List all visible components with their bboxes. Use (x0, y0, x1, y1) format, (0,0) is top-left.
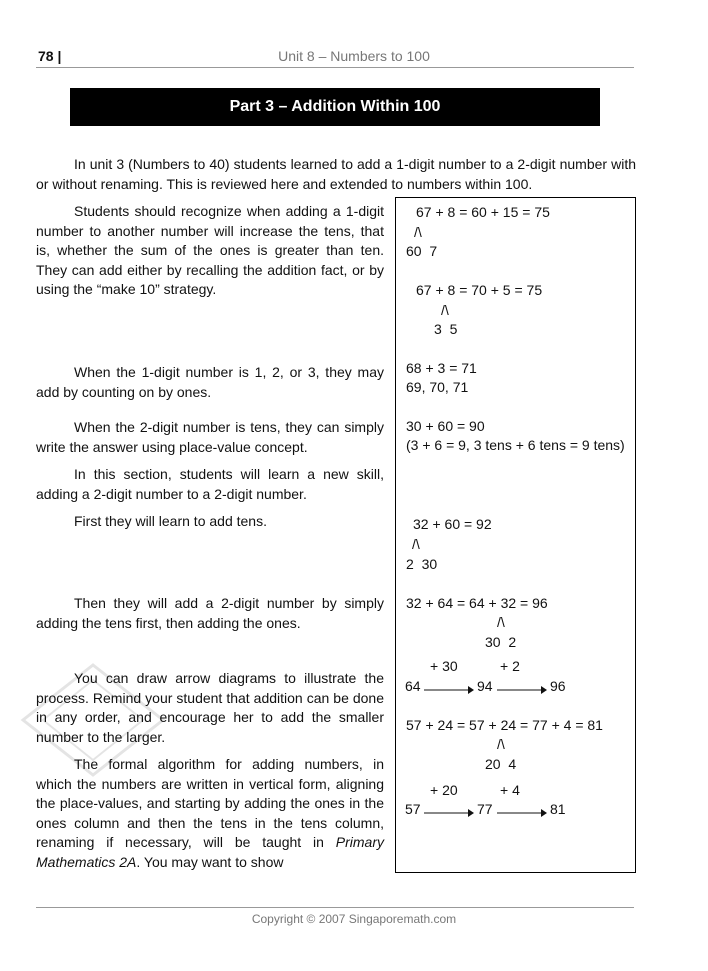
section-title: Part 3 – Addition Within 100 (229, 98, 441, 115)
example-3-equation: 68 + 3 = 71 (406, 360, 477, 376)
example-2-equation: 67 + 8 = 70 + 5 = 75 (416, 282, 543, 298)
example-6-equation: 32 + 64 = 64 + 32 = 96 (406, 595, 548, 611)
arrow-2-start: 57 (405, 801, 421, 817)
arrow-1-step2-label: + 2 (500, 658, 520, 674)
footer-divider (36, 907, 634, 908)
example-6-split: 30 2 (485, 634, 517, 650)
new-skill-paragraph: In this section, students will learn a new skill, adding a 2-digit number to a 2-digit number. (36, 466, 384, 502)
section-title-banner (70, 88, 600, 126)
arrow-2-end: 81 (550, 801, 566, 817)
arrow-1-start: 64 (405, 678, 421, 694)
example-1-split: 60 7 (406, 243, 438, 259)
example-5-branch: /\ (412, 536, 420, 552)
copyright-notice: Copyright © 2007 Singaporemath.com (251, 912, 457, 926)
example-5-split: 2 30 (406, 556, 438, 572)
arrow-1-middle: 94 (477, 678, 493, 694)
arrow-2-step2-label: + 4 (500, 782, 520, 798)
arrow-1-step1-label: + 30 (430, 658, 458, 674)
page-number: 78 | (38, 48, 62, 64)
example-4-note: (3 + 6 = 9, 3 tens + 6 tens = 9 tens) (406, 437, 625, 453)
example-3-counting: 69, 70, 71 (406, 379, 469, 395)
tens-first-paragraph: Then they will add a 2-digit number by simply adding the tens first, then adding the ones. (36, 595, 384, 631)
math-examples-box (395, 197, 636, 873)
counting-on-paragraph: When the 1-digit number is 1, 2, or 3, they may add by counting on by ones. (36, 364, 384, 400)
arrow-2-step1-label: + 20 (430, 782, 458, 798)
add-tens-paragraph: First they will learn to add tens. (74, 513, 267, 529)
arrow-diagrams-paragraph: You can draw arrow diagrams to illustrate the process. Remind your student that addition can be done in any order, and encourage her to add the smaller number to the larger. (36, 670, 384, 745)
unit-title: Unit 8 – Numbers to 100 (278, 48, 430, 64)
example-6-branch: /\ (497, 614, 505, 630)
intro-paragraph: In unit 3 (Numbers to 40) students learned to add a 1-digit number to a 2-digit number with or without renaming. This is reviewed here and extended to numbers within 100. (36, 156, 636, 192)
tens-paragraph: When the 2-digit number is tens, they can simply write the answer using place-value concept. (36, 419, 384, 455)
example-1-branch: /\ (414, 224, 422, 240)
example-4-equation: 30 + 60 = 90 (406, 418, 485, 434)
example-2-branch: /\ (441, 302, 449, 318)
arrow-1-second-arrow-icon (497, 686, 547, 694)
book-title: Primary Mathematics 2A (36, 834, 384, 870)
example-1-equation: 67 + 8 = 60 + 15 = 75 (416, 204, 550, 220)
arrow-2-middle: 77 (477, 801, 493, 817)
example-7-branch: /\ (497, 736, 505, 752)
formal-algorithm-paragraph (36, 755, 384, 872)
formal-algorithm-end: . You may want to show (136, 853, 284, 870)
example-5-equation: 32 + 60 = 92 (413, 516, 492, 532)
example-7-split: 20 4 (485, 756, 517, 772)
example-2-split: 3 5 (434, 321, 458, 337)
arrow-1-end: 96 (550, 678, 566, 694)
arrow-2-first-arrow-icon (424, 809, 474, 817)
formal-algorithm-text: The formal algorithm for adding numbers, in which the numbers are written in vertical form, aligning the place-values, and starting by adding the ones in the ones column and then the tens in the tens column, renaming if necessary, will be taught in (36, 756, 384, 850)
example-7-equation: 57 + 24 = 57 + 24 = 77 + 4 = 81 (406, 717, 603, 733)
arrow-2-second-arrow-icon (497, 809, 547, 817)
header-divider (36, 67, 634, 68)
recognize-paragraph: Students should recognize when adding a 1-digit number to another number will increase the tens, that is, whether the sum of the ones is greater than ten. They can add either by recalling the addition fact, or by using the “make 10” strategy. (36, 203, 384, 297)
arrow-1-first-arrow-icon (424, 686, 474, 694)
